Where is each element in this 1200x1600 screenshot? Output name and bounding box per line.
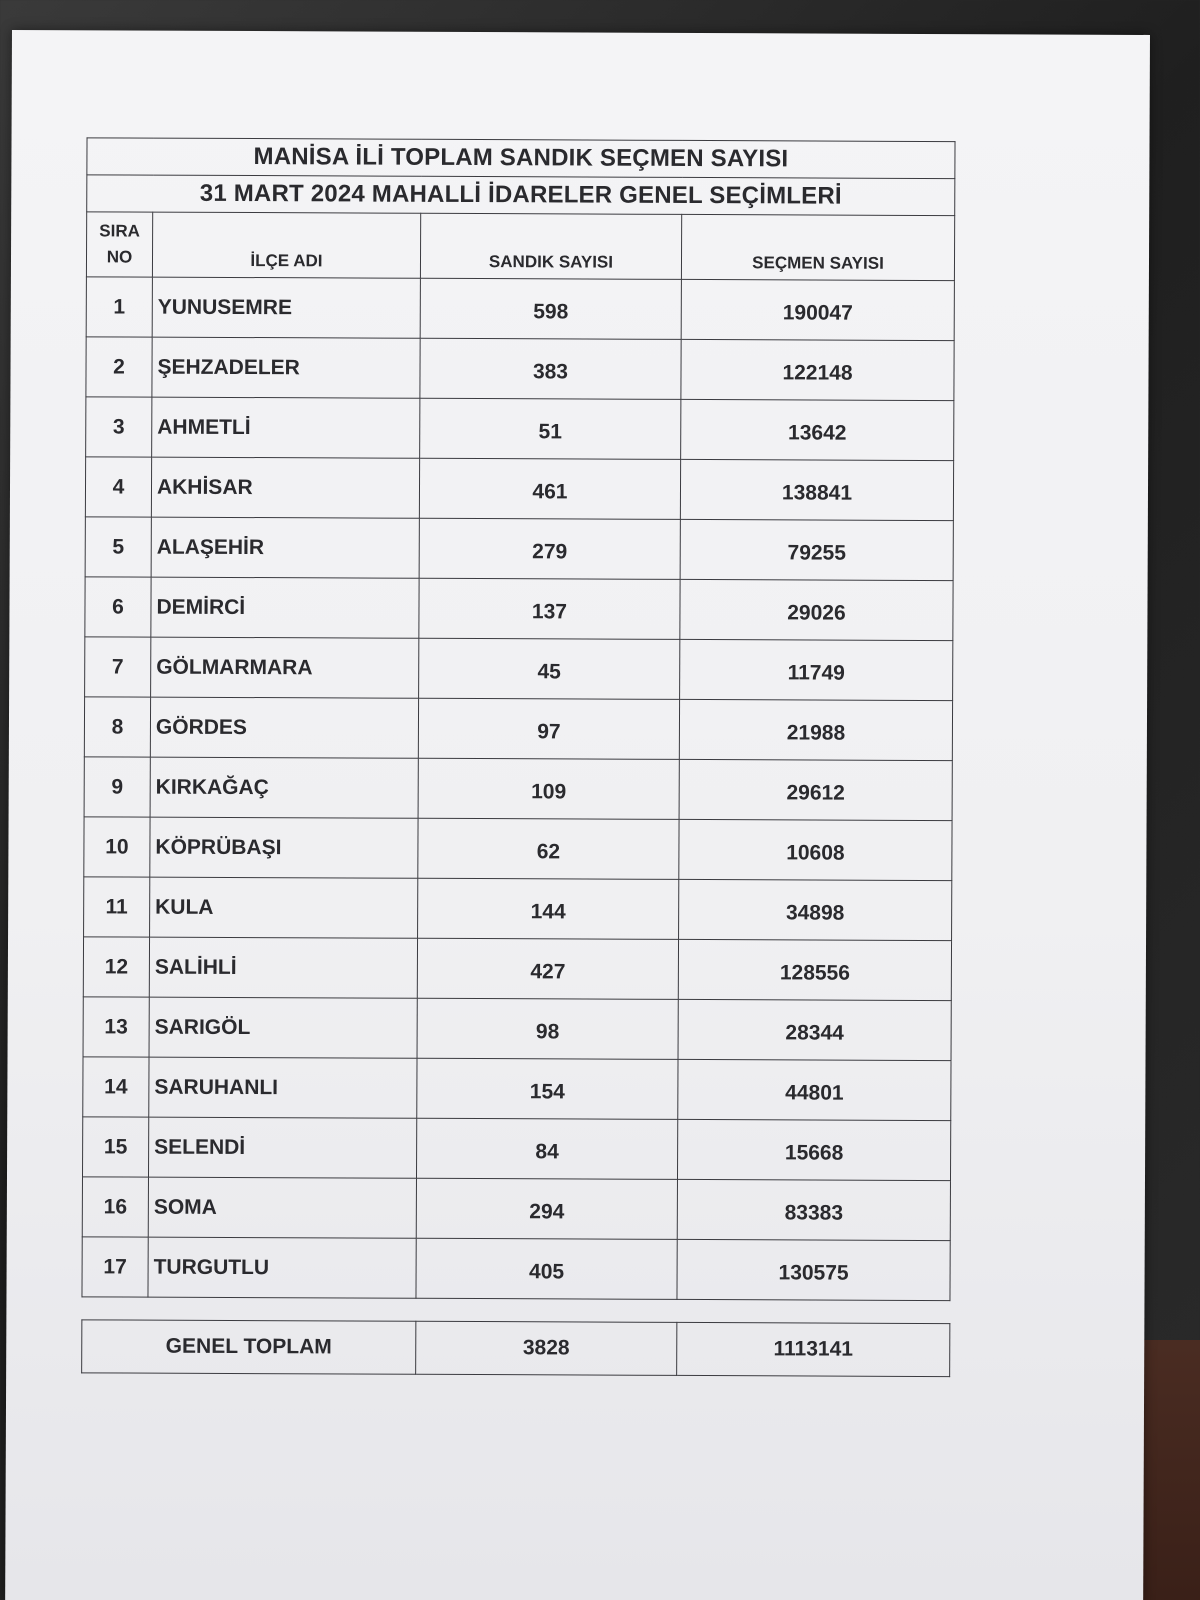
row-no: 1 [86,277,152,337]
row-voter-count: 44801 [678,1059,951,1120]
row-no: 9 [84,757,150,817]
row-no: 4 [85,457,151,517]
table-row [84,757,952,821]
paper-sheet [5,30,1150,1600]
sira-label: SIRA [99,221,140,241]
row-district: YUNUSEMRE [152,277,420,338]
row-voter-count: 130575 [677,1239,950,1300]
table-row [85,637,953,701]
row-no: 16 [82,1177,148,1237]
row-no: 3 [86,397,152,457]
row-ballot-box-count: 294 [416,1178,677,1239]
grand-total-table [81,1319,950,1377]
row-district: SOMA [148,1177,416,1238]
column-header-sira-no [86,212,152,277]
row-district: SARIGÖL [149,997,417,1058]
row-no: 14 [83,1057,149,1117]
row-voter-count: 15668 [677,1119,950,1180]
row-voter-count: 13642 [681,399,954,460]
column-header-ilce: İLÇE ADI [152,212,420,278]
row-no: 17 [82,1237,148,1297]
row-district: AHMETLİ [152,397,420,458]
table-row [83,997,951,1061]
table-row [84,697,952,761]
table-row [82,1117,950,1181]
table-row [84,877,952,941]
table-row [85,517,953,581]
row-no: 11 [84,877,150,937]
table-row [82,1177,950,1241]
row-voter-count: 34898 [679,879,952,940]
document-title: MANİSA İLİ TOPLAM SANDIK SEÇMEN SAYISI [87,138,955,179]
row-ballot-box-count: 45 [419,638,680,699]
grand-total-label: GENEL TOPLAM [82,1320,416,1374]
row-ballot-box-count: 383 [420,338,681,399]
row-district: SALİHLİ [149,937,417,998]
table-row [82,1237,950,1301]
no-label: NO [106,247,133,267]
table-row [83,1057,951,1121]
voter-count-document [81,137,954,1377]
row-no: 5 [85,517,151,577]
row-voter-count: 29612 [679,759,952,820]
row-voter-count: 79255 [680,519,953,580]
row-ballot-box-count: 598 [420,278,681,339]
table-row [86,277,954,341]
row-voter-count: 128556 [678,939,951,1000]
row-ballot-box-count: 405 [416,1238,677,1299]
grand-total-voters: 1113141 [677,1322,950,1376]
row-district: DEMİRCİ [151,577,419,638]
row-voter-count: 11749 [680,639,953,700]
table-row [85,577,953,641]
row-no: 13 [83,997,149,1057]
column-header-row [86,212,954,281]
row-no: 10 [84,817,150,877]
row-no: 6 [85,577,151,637]
row-voter-count: 10608 [679,819,952,880]
row-voter-count: 190047 [681,279,954,340]
row-voter-count: 83383 [677,1179,950,1240]
row-district: TURGUTLU [148,1237,416,1298]
district-table [81,137,955,1301]
row-no: 12 [83,937,149,997]
grand-total-ballot-boxes: 3828 [416,1321,677,1375]
row-district: GÖLMARMARA [151,637,419,698]
row-ballot-box-count: 109 [418,758,679,819]
row-no: 15 [82,1117,148,1177]
row-ballot-box-count: 144 [418,878,679,939]
row-voter-count: 21988 [679,699,952,760]
row-no: 7 [85,637,151,697]
row-district: SELENDİ [148,1117,416,1178]
table-row [84,817,952,881]
row-ballot-box-count: 98 [417,998,678,1059]
row-district: SARUHANLI [149,1057,417,1118]
row-district: KÖPRÜBAŞI [150,817,418,878]
row-ballot-box-count: 461 [419,458,680,519]
row-ballot-box-count: 51 [420,398,681,459]
row-ballot-box-count: 279 [419,518,680,579]
row-voter-count: 138841 [680,459,953,520]
row-voter-count: 122148 [681,339,954,400]
row-district: KIRKAĞAÇ [150,757,418,818]
table-row [85,457,953,521]
table-row [86,337,954,401]
row-ballot-box-count: 154 [417,1058,678,1119]
grand-total-row [82,1320,950,1377]
row-district: KULA [150,877,418,938]
column-header-secmen: SEÇMEN SAYISI [681,214,954,280]
table-body [82,277,954,1301]
column-header-sandik: SANDIK SAYISI [420,213,681,279]
row-ballot-box-count: 97 [418,698,679,759]
row-no: 2 [86,337,152,397]
row-no: 8 [84,697,150,757]
row-voter-count: 28344 [678,999,951,1060]
row-ballot-box-count: 427 [417,938,678,999]
row-voter-count: 29026 [680,579,953,640]
row-district: ALAŞEHİR [151,517,419,578]
table-row [83,937,951,1001]
row-district: AKHİSAR [151,457,419,518]
row-district: GÖRDES [150,697,418,758]
row-ballot-box-count: 84 [416,1118,677,1179]
row-district: ŞEHZADELER [152,337,420,398]
row-ballot-box-count: 62 [418,818,679,879]
document-subtitle: 31 MART 2024 MAHALLİ İDARELER GENEL SEÇİMLERİ [87,175,955,216]
row-ballot-box-count: 137 [419,578,680,639]
table-row [86,397,954,461]
